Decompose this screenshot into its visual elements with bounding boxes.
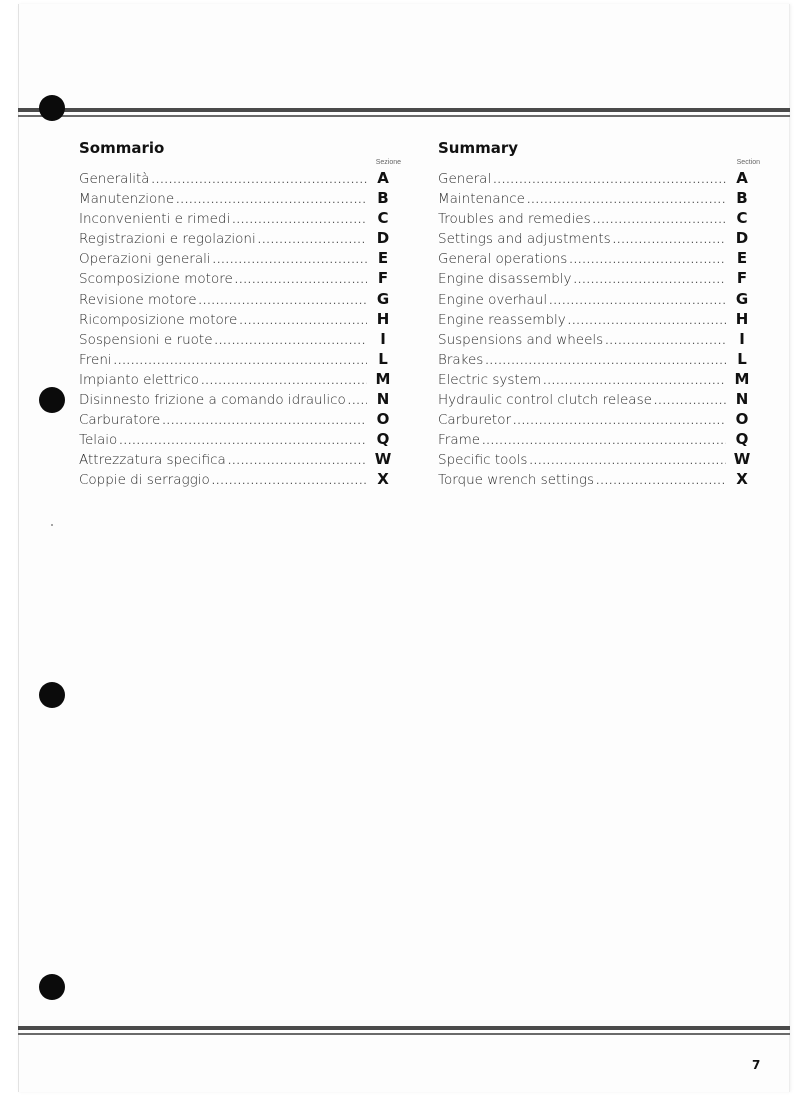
toc-entry-label: Revisione motore (79, 291, 197, 308)
toc-entry[interactable] (438, 349, 760, 369)
toc-entry-section-code: N (735, 390, 749, 409)
toc-entry-label: Carburetor (438, 412, 512, 429)
toc-entry-section-code: A (736, 169, 748, 187)
toc-entry-label: Frame (438, 432, 481, 449)
toc-entry-section-code: H (735, 309, 749, 328)
dot-leader (593, 209, 726, 229)
toc-entry-section-code: D (376, 229, 390, 248)
toc-entry[interactable] (438, 208, 760, 228)
toc-entry-section-code: E (377, 249, 389, 268)
toc-entry[interactable] (79, 369, 401, 389)
toc-entry-section-code: C (377, 209, 389, 228)
dot-leader (228, 450, 367, 470)
toc-entry-section-code: X (377, 470, 389, 489)
dot-leader (212, 470, 367, 490)
toc-entry-section-code: W (733, 450, 751, 469)
toc-entry-section-code: L (737, 349, 747, 368)
toc-entry[interactable] (79, 469, 401, 489)
toc-entry-label: Brakes (438, 351, 484, 368)
toc-english (438, 138, 760, 490)
toc-entry-section-code: C (736, 209, 748, 228)
toc-entry-label: Coppie di serraggio (79, 472, 210, 489)
toc-entry-section-code: H (376, 309, 390, 328)
toc-entry-section-code: I (739, 329, 745, 348)
toc-entry[interactable] (79, 409, 401, 429)
toc-entry[interactable] (438, 168, 760, 188)
dot-leader (543, 370, 726, 390)
toc-entry-section-code: L (378, 349, 388, 368)
dot-leader (574, 269, 726, 289)
dot-leader (152, 169, 367, 189)
toc-entry-label: Carburatore (79, 412, 161, 429)
toc-entry-label: Torque wrench settings (438, 472, 595, 489)
toc-entry[interactable] (438, 309, 760, 329)
toc-entry[interactable] (79, 349, 401, 369)
dot-leader (482, 430, 726, 450)
toc-entry-label: Electric system (438, 371, 542, 388)
dot-leader (654, 390, 726, 410)
dot-leader (596, 470, 726, 490)
dot-leader (239, 310, 367, 330)
toc-entry-section-code: F (736, 269, 748, 288)
toc-entry-section-code: A (377, 169, 389, 187)
dot-leader (493, 169, 726, 189)
punch-hole-icon (39, 974, 65, 1000)
toc-entry[interactable] (438, 469, 760, 489)
toc-entry[interactable] (79, 329, 401, 349)
toc-entry-section-code: G (735, 289, 749, 308)
punch-hole-icon (39, 95, 65, 121)
toc-list-english (438, 168, 760, 490)
toc-entry-section-code: O (735, 410, 749, 429)
toc-entry[interactable] (438, 248, 760, 268)
toc-entry-label: Engine overhaul (438, 291, 548, 308)
toc-entry[interactable] (79, 208, 401, 228)
toc-entry[interactable] (438, 329, 760, 349)
toc-entry-label: Engine reassembly (438, 311, 566, 328)
toc-entry[interactable] (79, 449, 401, 469)
toc-entry[interactable] (79, 309, 401, 329)
toc-entry[interactable] (79, 429, 401, 449)
toc-entry[interactable] (438, 449, 760, 469)
toc-entry-label: Manutenzione (79, 191, 175, 208)
dot-leader (513, 410, 726, 430)
toc-entry[interactable] (79, 168, 401, 188)
dot-leader (529, 450, 726, 470)
dot-leader (258, 229, 367, 249)
toc-entry-label: Scomposizione motore (79, 271, 233, 288)
toc-entry-section-code: D (735, 229, 749, 248)
toc-entry[interactable] (79, 268, 401, 288)
toc-entry-label: Specific tools (438, 452, 528, 469)
toc-italian (79, 138, 401, 490)
dot-leader (613, 229, 726, 249)
toc-title-english: Summary (438, 139, 519, 157)
dot-leader (119, 430, 367, 450)
toc-entry[interactable] (79, 228, 401, 248)
dot-leader (232, 209, 367, 229)
toc-entry[interactable] (79, 248, 401, 268)
dot-leader (348, 390, 367, 410)
toc-entry-section-code: W (374, 450, 392, 469)
toc-entry-section-code: E (736, 249, 748, 268)
toc-entry[interactable] (79, 188, 401, 208)
toc-entry-label: Telaio (79, 432, 118, 449)
toc-entry-section-code: M (734, 369, 750, 388)
toc-entry[interactable] (438, 228, 760, 248)
toc-entry-label: General operations (438, 251, 568, 268)
toc-entry-label: Sospensioni e ruote (79, 331, 213, 348)
dot-leader (199, 290, 367, 310)
toc-entry-label: Inconvenienti e rimedi (79, 211, 231, 228)
toc-list-italian (79, 168, 401, 490)
toc-entry-label: Generalità (79, 171, 150, 187)
toc-entry-section-code: Q (376, 430, 390, 449)
toc-entry-section-code: N (376, 390, 390, 409)
toc-entry[interactable] (79, 289, 401, 309)
toc-entry[interactable] (438, 369, 760, 389)
toc-entry-section-code: Q (735, 430, 749, 449)
section-column-header-english: Section (736, 159, 760, 166)
top-double-rule (18, 108, 790, 117)
toc-entry-section-code: O (376, 410, 390, 429)
dot-leader (605, 330, 726, 350)
toc-entry-section-code: F (377, 269, 389, 288)
toc-entry-section-code: I (380, 329, 386, 348)
toc-entry-label: Settings and adjustments (438, 231, 611, 248)
toc-entry[interactable] (438, 409, 760, 429)
section-column-header-italian: Sezione (375, 159, 401, 166)
dot-leader (568, 310, 726, 330)
toc-entry-label: Freni (79, 351, 112, 368)
dot-leader (114, 350, 367, 370)
toc-entry[interactable] (79, 389, 401, 409)
toc-entry-label: Troubles and remedies (438, 211, 591, 228)
toc-entry[interactable] (438, 289, 760, 309)
toc-entry-label: Registrazioni e regolazioni (79, 231, 256, 248)
toc-entry-section-code: G (376, 289, 390, 308)
toc-entry-label: Maintenance (438, 191, 525, 208)
dot-leader (213, 249, 367, 269)
toc-entry-label: Operazioni generali (79, 251, 211, 268)
toc-entry-label: Attrezzatura specifica (79, 452, 226, 469)
punch-hole-icon (39, 682, 65, 708)
toc-entry-label: Disinnesto frizione a comando idraulico (79, 392, 346, 409)
toc-entry-section-code: M (375, 369, 391, 388)
dot-leader (235, 269, 367, 289)
dot-leader (527, 189, 726, 209)
toc-entry[interactable] (438, 188, 760, 208)
scan-speck (51, 524, 53, 526)
toc-entry-section-code: X (736, 470, 748, 489)
dot-leader (162, 410, 367, 430)
toc-entry[interactable] (438, 429, 760, 449)
dot-leader (201, 370, 367, 390)
toc-entry-label: Hydraulic control clutch release (438, 392, 652, 409)
toc-entry[interactable] (438, 268, 760, 288)
dot-leader (569, 249, 726, 269)
toc-entry-label: Suspensions and wheels (438, 331, 604, 348)
page-number: 7 (752, 1058, 761, 1072)
dot-leader (549, 290, 726, 310)
toc-title-italian: Sommario (79, 139, 165, 157)
toc-entry-label: Ricomposizione motore (79, 311, 238, 328)
toc-entry[interactable] (438, 389, 760, 409)
toc-entry-label: Impianto elettrico (79, 371, 200, 388)
dot-leader (485, 350, 726, 370)
toc-entry-label: General (438, 171, 492, 187)
dot-leader (176, 189, 367, 209)
bottom-double-rule (18, 1026, 790, 1035)
punch-hole-icon (39, 387, 65, 413)
dot-leader (215, 330, 368, 350)
toc-entry-label: Engine disassembly (438, 271, 572, 288)
toc-entry-section-code: B (377, 189, 389, 208)
toc-entry-section-code: B (736, 189, 748, 208)
